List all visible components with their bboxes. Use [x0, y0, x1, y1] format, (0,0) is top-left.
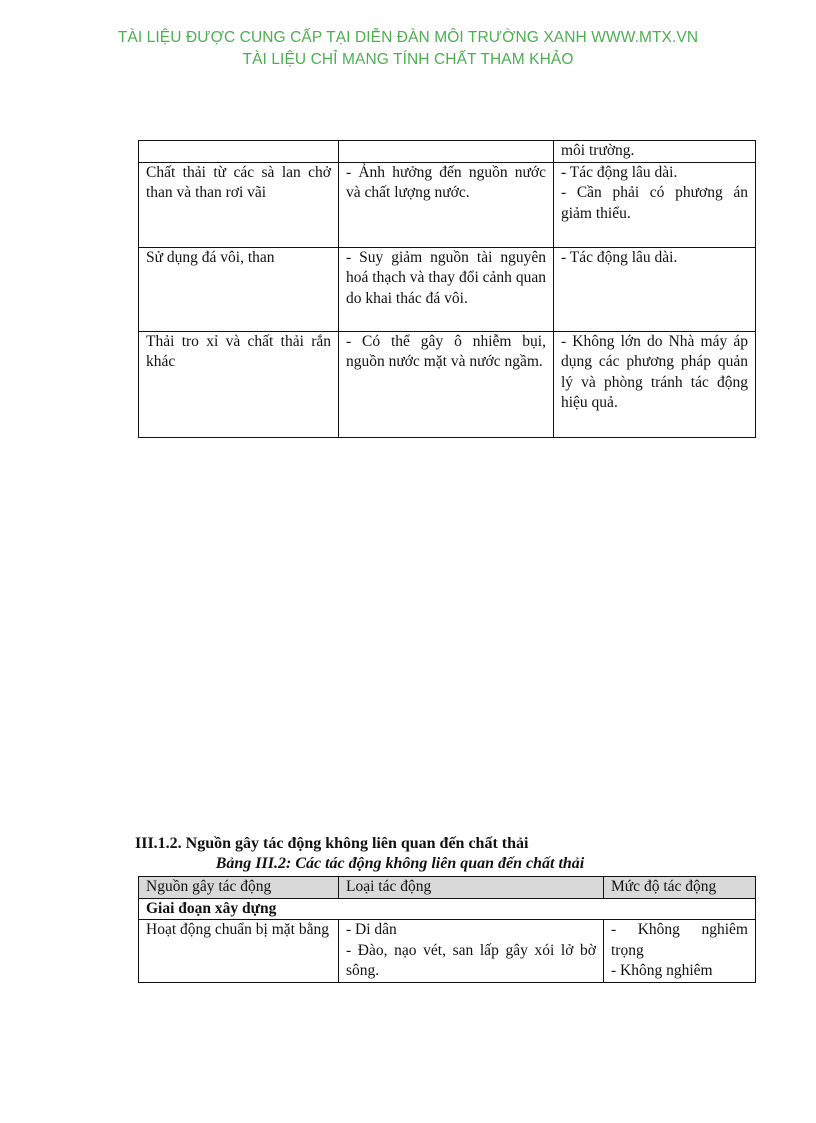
level-cell: - Không nghiêm trọng - Không nghiêm — [604, 920, 756, 983]
source-cell: Hoạt động chuẩn bị mặt bằng — [139, 920, 339, 983]
level-cell: - Tác động lâu dài. — [554, 247, 756, 331]
group-row — [139, 898, 756, 920]
non-waste-impact-table — [138, 876, 756, 983]
impact-cell: - Suy giảm nguồn tài nguyên hoá thạch và thay đổi cảnh quan do khai thác đá vôi. — [339, 247, 554, 331]
level-cell: - Tác động lâu dài. - Cần phải có phương án giảm thiểu. — [554, 162, 756, 247]
source-cell — [139, 141, 339, 163]
table-row — [139, 331, 756, 437]
header-source: Nguồn gây tác động — [139, 877, 339, 899]
table-row — [139, 247, 756, 331]
table-row — [139, 141, 756, 163]
source-cell: Sử dụng đá vôi, than — [139, 247, 339, 331]
watermark-line-2: TÀI LIỆU CHỈ MANG TÍNH CHẤT THAM KHẢO — [242, 51, 574, 68]
impact-cell: - Ảnh hưởng đến nguồn nước và chất lượng nước. — [339, 162, 554, 247]
impact-table-continued — [138, 140, 756, 438]
source-cell: Chất thải từ các sà lan chở than và than rơi vãi — [139, 162, 339, 247]
header-impact: Loại tác động — [339, 877, 604, 899]
table-caption: Bảng III.2: Các tác động không liên quan đến chất thải — [215, 855, 585, 872]
table-row — [139, 920, 756, 983]
impact-cell: - Có thể gây ô nhiễm bụi, nguồn nước mặt và nước ngầm. — [339, 331, 554, 437]
level-cell: môi trường. — [554, 141, 756, 163]
section-heading: III.1.2. Nguồn gây tác động không liên quan đến chất thải — [135, 835, 529, 852]
watermark-line-1: TÀI LIỆU ĐƯỢC CUNG CẤP TẠI DIỄN ĐÀN MÔI TRƯỜNG XANH WWW.MTX.VN — [117, 29, 699, 46]
group-label: Giai đoạn xây dựng — [139, 898, 756, 920]
impact-cell: - Di dân - Đào, nạo vét, san lấp gây xói lở bờ sông. — [339, 920, 604, 983]
impact-cell — [339, 141, 554, 163]
level-cell: - Không lớn do Nhà máy áp dụng các phương pháp quản lý và phòng tránh tác động hiệu quả. — [554, 331, 756, 437]
source-cell: Thải tro xỉ và chất thải rắn khác — [139, 331, 339, 437]
header-level: Mức độ tác động — [604, 877, 756, 899]
table-header-row — [139, 877, 756, 899]
table-row — [139, 162, 756, 247]
